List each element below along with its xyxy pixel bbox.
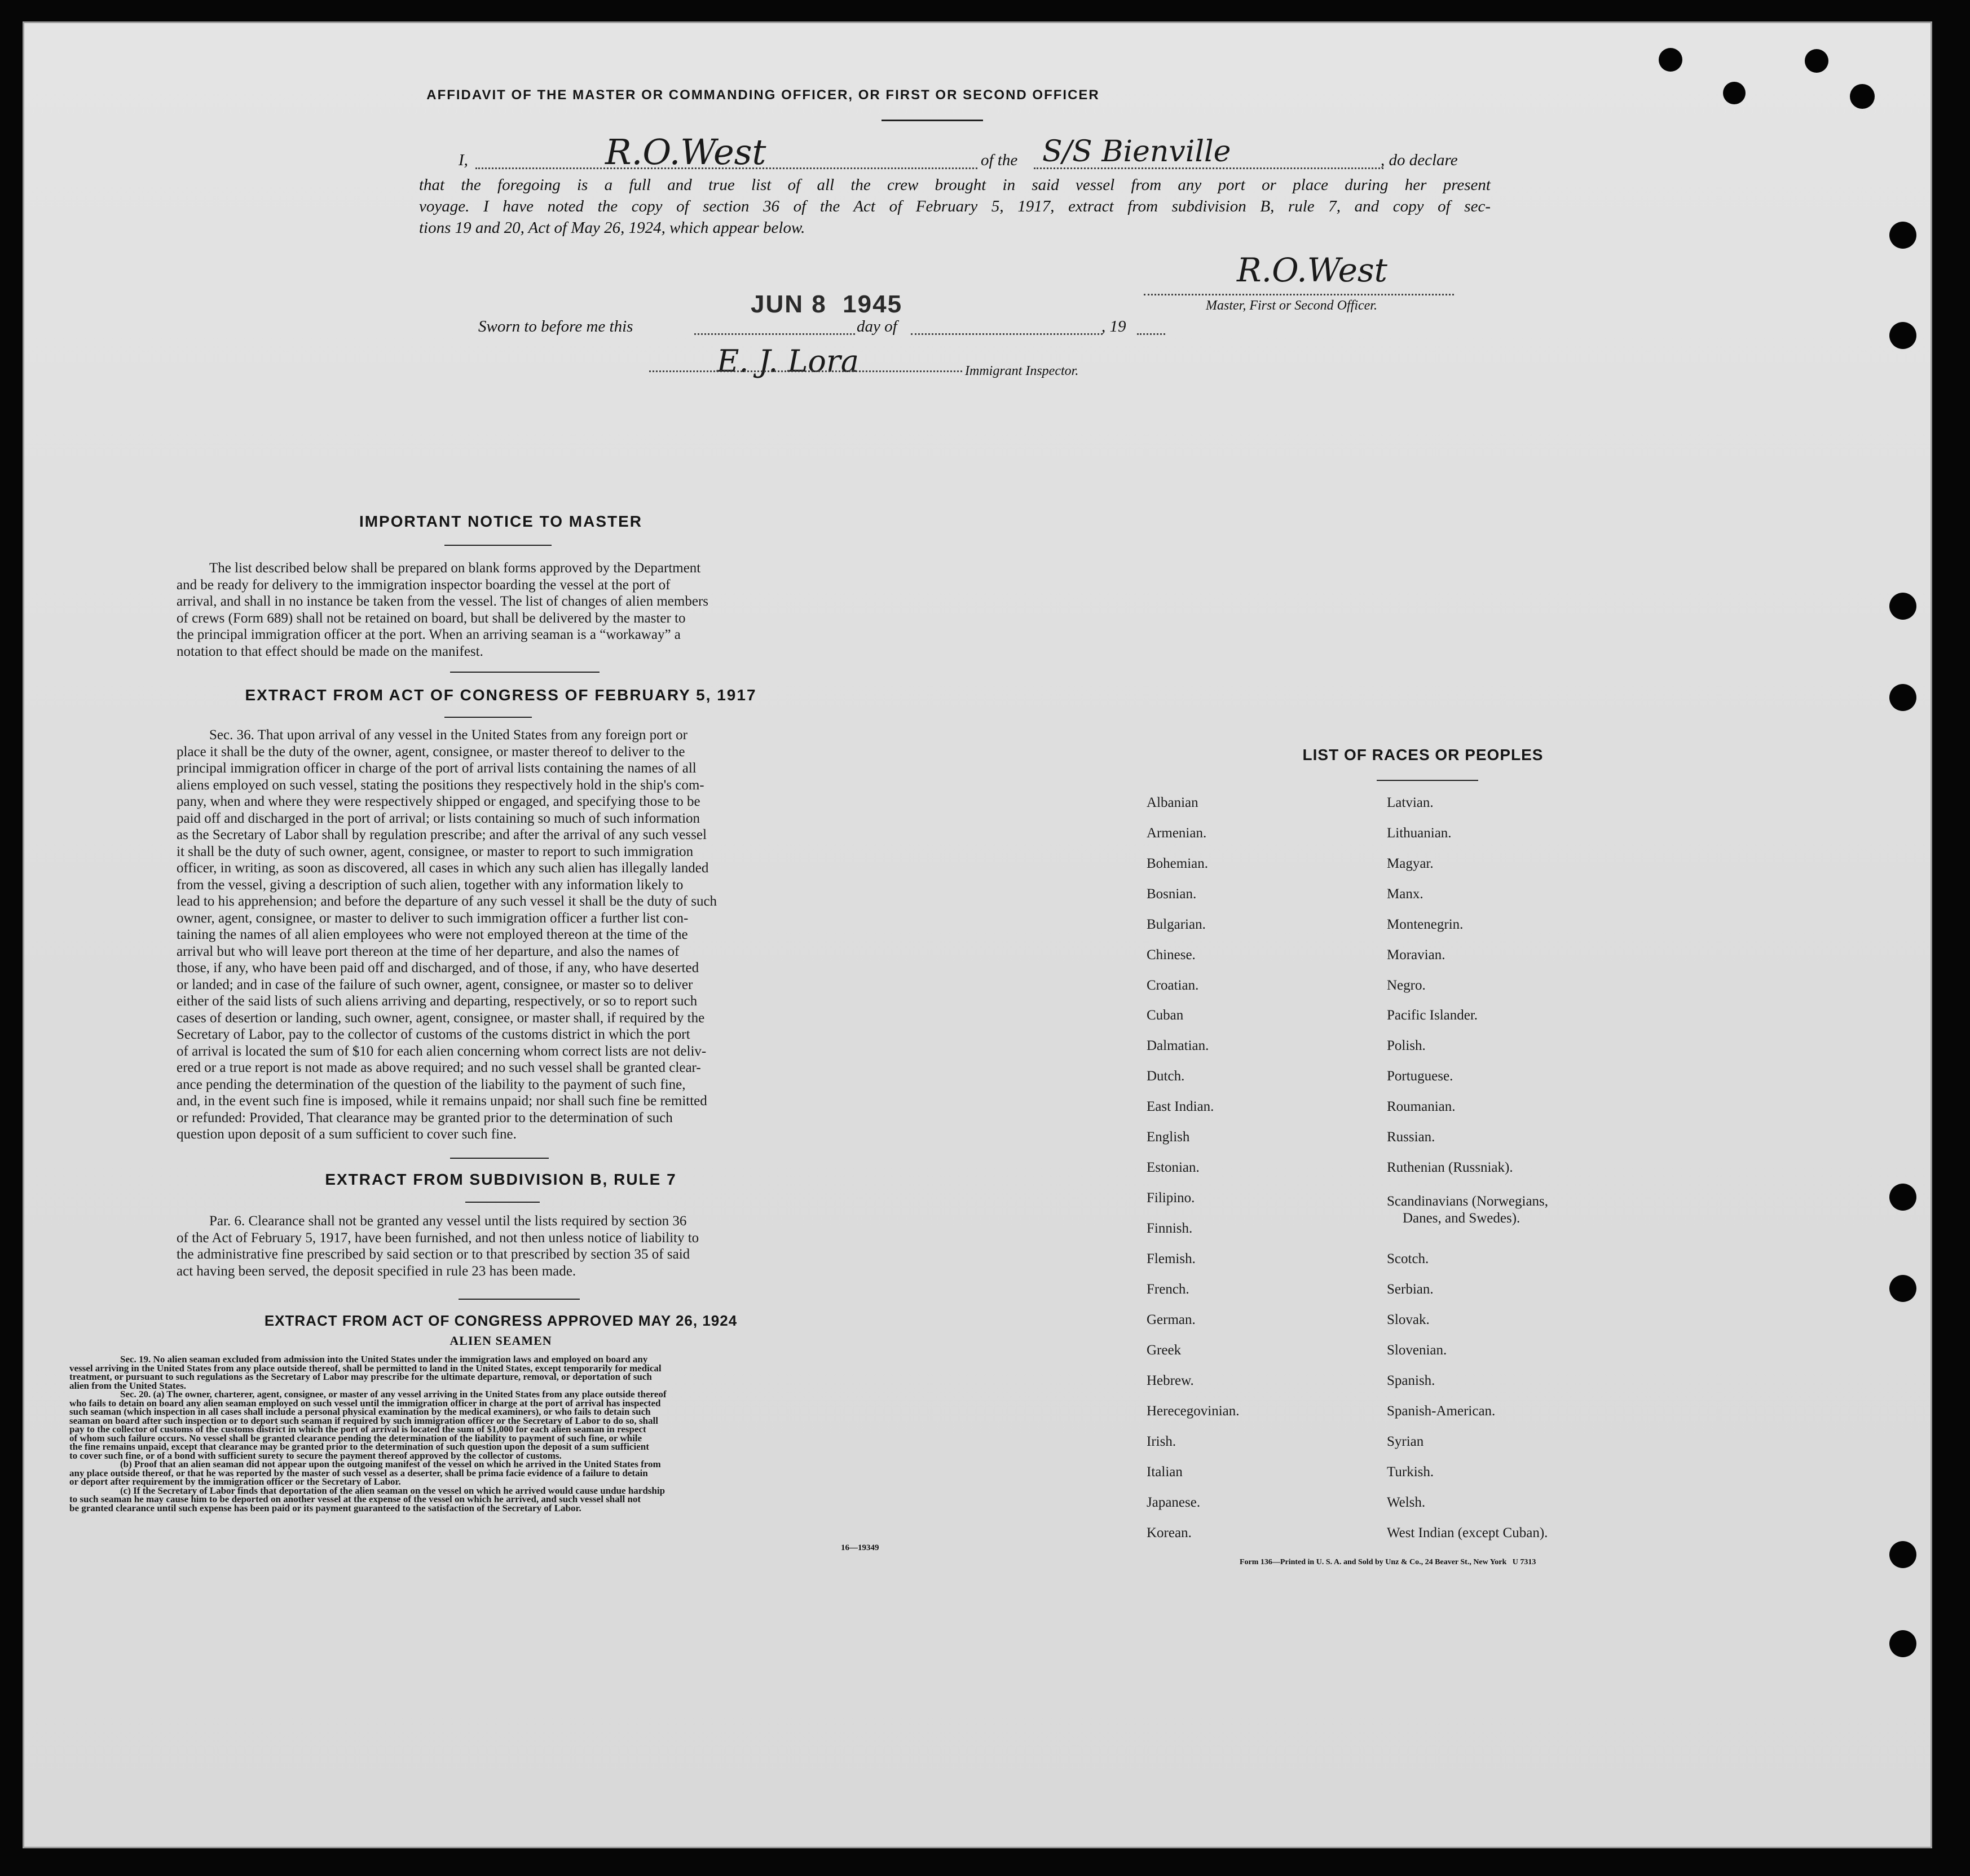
race-left: Estonian. bbox=[1147, 1160, 1200, 1175]
race-right: Slovenian. bbox=[1387, 1343, 1447, 1358]
binder-hole bbox=[1889, 222, 1916, 249]
extract-1924-line: treatment, or pursuant to such regulations as the Secretary of Labor may prescribe for the ultimate departure, removal, or deportation of such bbox=[69, 1371, 652, 1382]
binder-hole bbox=[1889, 1184, 1916, 1211]
race-right: Serbian. bbox=[1387, 1282, 1434, 1297]
extract-1924-line: be granted clearance until such expense has been paid or its payment guaranteed to the satisfaction of the Secretary of Labor. bbox=[69, 1502, 581, 1513]
vessel-name-handwritten: S/S Bienville bbox=[1042, 135, 1231, 169]
race-right: Montenegrin. bbox=[1387, 917, 1464, 932]
extract-1917-line: Sec. 36. That upon arrival of any vessel in the United States from any foreign port or bbox=[209, 727, 687, 743]
extract-1917-line: taining the names of all alien employees who were not employed thereon at the time of the bbox=[177, 927, 688, 942]
notice-line: and be ready for delivery to the immigration inspector boarding the vessel at the port of bbox=[177, 577, 671, 593]
extract-1917-line: ance pending the determination of the question of the liability to the payment of such fine, bbox=[177, 1076, 686, 1092]
extract-1917-line: arrival but who will leave port thereon at the time of her departure, and also the names of bbox=[177, 943, 680, 959]
race-left: Bohemian. bbox=[1147, 856, 1209, 871]
extract-1924-line: to such seaman he may cause him to be deported on another vessel at the expense of the vessel on which he arrived, and such vessel shall not bbox=[69, 1494, 641, 1504]
race-right: Danes, and Swedes). bbox=[1403, 1211, 1521, 1226]
race-left: Cuban bbox=[1147, 1008, 1184, 1023]
declaration-line-2: that the foregoing is a full and true list of all the crew brought in said vessel from any port or place during her present bbox=[419, 176, 1491, 194]
race-left: Albanian bbox=[1147, 795, 1198, 810]
race-right: Spanish. bbox=[1387, 1373, 1435, 1388]
extract-1924-line: such seaman (which inspection in all cases shall include a personal physical examination by the medical examiners), or who fails to detain such bbox=[69, 1406, 651, 1417]
i-prefix: I, bbox=[459, 151, 468, 169]
race-left: Dutch. bbox=[1147, 1069, 1185, 1084]
do-declare-label: , do declare bbox=[1381, 151, 1458, 169]
extract-1924-line: vessel arriving in the United States from any place outside thereof, shall be permitted to land in the United States, except temporarily for medical bbox=[69, 1362, 662, 1374]
extract-1924-subtitle: ALIEN SEAMEN bbox=[449, 1334, 552, 1348]
extract-1917-line: cases of desertion or landing, such owner, agent, consignee, or master shall, if required by the bbox=[177, 1010, 705, 1026]
notice-line: of crews (Form 689) shall not be retained on board, but shall be delivered by the master to bbox=[177, 610, 686, 626]
extract-rule7-line: of the Act of February 5, 1917, have been furnished, and not then unless notice of liability to bbox=[177, 1230, 699, 1246]
notice-underline bbox=[444, 545, 552, 546]
extract-1917-line: pany, when and where they were respectively shipped or engaged, and specifying those to be bbox=[177, 794, 700, 809]
inspector-signature: E. J. Lora bbox=[717, 343, 859, 379]
extract-1917-line: or landed; and in case of the failure of such owner, agent, consignee, or master so to deliver bbox=[177, 977, 693, 992]
extract-1917-underline bbox=[444, 717, 532, 718]
race-right: Ruthenian (Russniak). bbox=[1387, 1160, 1513, 1175]
extract-1917-line: as the Secretary of Labor shall by regulation prescribe; and after the arrival of any such vessel bbox=[177, 827, 707, 842]
race-right: Lithuanian. bbox=[1387, 826, 1452, 841]
race-left: Chinese. bbox=[1147, 947, 1196, 963]
binder-hole bbox=[1805, 49, 1828, 73]
extract-1924-line: who fails to detain on board any alien seaman employed on such vessel until the immigration officer in charge at the port of arrival has inspected bbox=[69, 1397, 661, 1409]
day-of-label: day of bbox=[857, 317, 897, 336]
race-left: Greek bbox=[1147, 1343, 1182, 1358]
race-right: Magyar. bbox=[1387, 856, 1434, 871]
extract-1924-line: pay to the collector of customs of the customs district in which the port of arrival is located the sum of $1,000 for each alien seaman in respect bbox=[69, 1424, 646, 1434]
binder-hole bbox=[1659, 48, 1682, 72]
affidavit-title: AFFIDAVIT OF THE MASTER OR COMMANDING OFFICER, OR FIRST OR SECOND OFFICER bbox=[426, 87, 1100, 103]
race-right: Roumanian. bbox=[1387, 1099, 1456, 1114]
master-signature: R.O.West bbox=[1237, 251, 1387, 289]
extract-1917-line: principal immigration officer in charge of the port of arrival lists containing the names of all bbox=[177, 761, 697, 776]
sworn-prefix: Sworn to before me this bbox=[478, 317, 633, 336]
race-right: Syrian bbox=[1387, 1434, 1424, 1449]
race-left: English bbox=[1147, 1129, 1190, 1145]
notice-body bbox=[177, 560, 819, 660]
section-divider bbox=[459, 1299, 580, 1300]
race-right: Pacific Islander. bbox=[1387, 1008, 1478, 1023]
extract-1924-line: of whom such failure occurs. No vessel shall be granted clearance pending the determination of the liability to payment of such fine, or while bbox=[69, 1432, 642, 1444]
binder-hole bbox=[1889, 1275, 1916, 1302]
race-left: Japanese. bbox=[1147, 1495, 1201, 1510]
race-right: West Indian (except Cuban). bbox=[1387, 1525, 1548, 1540]
date-stamp: JUN 8 1945 bbox=[751, 290, 903, 318]
extract-1924-line: (b) Proof that an alien seaman did not appear upon the outgoing manifest of the vessel on which he arrived in the United States from bbox=[120, 1459, 661, 1469]
race-right: Turkish. bbox=[1387, 1464, 1434, 1480]
extract-1924-line: Sec. 20. (a) The owner, charterer, agent, consignee, or master of any vessel arriving in the United States from any place outside thereof bbox=[120, 1389, 667, 1400]
extract-1917-body bbox=[177, 727, 819, 1143]
race-right: Russian. bbox=[1387, 1129, 1435, 1145]
extract-1924-line: (c) If the Secretary of Labor finds that deportation of the alien seaman on the vessel on which he arrived would cause undue hardship bbox=[120, 1485, 666, 1496]
extract-1924-line: seaman on board after such inspection or to deport such seaman if required by such immigration officer or the Secretary of Labor to do so, shall bbox=[69, 1415, 658, 1426]
notice-title: IMPORTANT NOTICE TO MASTER bbox=[359, 513, 643, 530]
binder-hole bbox=[1889, 593, 1916, 620]
race-left: German. bbox=[1147, 1312, 1196, 1327]
race-left: Bulgarian. bbox=[1147, 917, 1206, 932]
binder-hole bbox=[1889, 1541, 1916, 1568]
notice-line: arrival, and shall in no instance be taken from the vessel. The list of changes of alien members bbox=[177, 594, 708, 609]
race-right: Manx. bbox=[1387, 886, 1423, 902]
document-page bbox=[23, 21, 1932, 1848]
race-left: East Indian. bbox=[1147, 1099, 1214, 1114]
race-right: Moravian. bbox=[1387, 947, 1445, 963]
declaration-line-4: tions 19 and 20, Act of May 26, 1924, which appear below. bbox=[419, 219, 805, 237]
race-left: Flemish. bbox=[1147, 1251, 1196, 1266]
master-name-handwritten: R.O.West bbox=[605, 131, 766, 173]
extract-1917-line: those, if any, who have been paid off and discharged, and of those, if any, who have deserted bbox=[177, 960, 699, 975]
extract-rule7-title: EXTRACT FROM SUBDIVISION B, RULE 7 bbox=[325, 1171, 677, 1188]
section-divider bbox=[450, 672, 600, 673]
extract-1917-line: of arrival is located the sum of $10 for each alien concerning whom correct lists are not deliv- bbox=[177, 1043, 707, 1059]
signature-caption: Master, First or Second Officer. bbox=[1206, 298, 1377, 313]
race-left: Hebrew. bbox=[1147, 1373, 1194, 1388]
extract-rule7-line: Par. 6. Clearance shall not be granted any vessel until the lists required by section 36 bbox=[209, 1213, 687, 1229]
race-left: Herecegovinian. bbox=[1147, 1403, 1240, 1419]
race-left: Dalmatian. bbox=[1147, 1038, 1209, 1053]
race-left: Finnish. bbox=[1147, 1221, 1193, 1236]
sworn-year-line bbox=[1137, 333, 1165, 335]
extract-1917-line: either of the said lists of such aliens arriving and departing, respectively, or so to report such bbox=[177, 994, 698, 1009]
sworn-month-line bbox=[911, 333, 1103, 335]
section-divider bbox=[450, 1158, 549, 1159]
race-right: Welsh. bbox=[1387, 1495, 1426, 1510]
race-right: Spanish-American. bbox=[1387, 1403, 1496, 1419]
extract-1917-line: or refunded: Provided, That clearance may be granted prior to the determination of such bbox=[177, 1110, 673, 1125]
declaration-line-3: voyage. I have noted the copy of section 36 of the Act of February 5, 1917, extract from subdivision B, rule 7, and copy of sec- bbox=[419, 197, 1491, 215]
extract-1917-line: place it shall be the duty of the owner, agent, consignee, or master thereof to deliver to the bbox=[177, 744, 685, 760]
year-prefix: , 19 bbox=[1101, 317, 1126, 336]
binder-hole bbox=[1850, 84, 1875, 109]
binder-hole bbox=[1889, 684, 1916, 711]
extract-1917-line: question upon deposit of a sum sufficient to cover such fine. bbox=[177, 1127, 517, 1142]
extract-1917-line: it shall be the duty of such owner, agent, consignee, or master to report to such immigration bbox=[177, 844, 694, 859]
extract-1917-line: from the vessel, giving a description of such alien, together with any information likely to bbox=[177, 877, 684, 893]
extract-1924-line: alien from the United States. bbox=[69, 1380, 186, 1391]
race-right: Negro. bbox=[1387, 978, 1426, 993]
notice-line: notation to that effect should be made on the manifest. bbox=[177, 643, 483, 659]
race-left: Italian bbox=[1147, 1464, 1183, 1480]
race-right: Scotch. bbox=[1387, 1251, 1429, 1266]
extract-1924-line: the fine remains unpaid, except that clearance may be granted prior to the determination of such question upon the deposit of a sum sufficient bbox=[69, 1441, 649, 1452]
inspector-line bbox=[649, 370, 962, 372]
race-right: Slovak. bbox=[1387, 1312, 1430, 1327]
notice-line: The list described below shall be prepared on blank forms approved by the Department bbox=[209, 560, 701, 576]
races-underline bbox=[1377, 780, 1478, 781]
extract-1917-line: paid off and discharged in the port of arrival; or lists containing so much of such information bbox=[177, 810, 700, 826]
race-right: Portuguese. bbox=[1387, 1069, 1453, 1084]
extract-1924-line: to cover such fine, or of a bond with sufficient surety to secure the payment thereof approved by the collector of customs. bbox=[69, 1450, 562, 1461]
of-the-label: of the bbox=[981, 151, 1018, 169]
extract-1917-line: owner, agent, consignee, or master to deliver to such immigration officer a further list con- bbox=[177, 910, 689, 926]
extract-rule7-body bbox=[177, 1213, 819, 1279]
race-right: Polish. bbox=[1387, 1038, 1426, 1053]
extract-1917-line: lead to his apprehension; and before the departure of any such vessel it shall be the duty of such bbox=[177, 894, 717, 909]
signature-line bbox=[1144, 294, 1454, 295]
notice-line: the principal immigration officer at the port. When an arriving seaman is a “workaway” a bbox=[177, 627, 681, 642]
binder-hole bbox=[1889, 1630, 1916, 1657]
extract-1924-line: any place outside thereof, or that he was reported by the master of such vessel as a deserter, shall be prima facie evidence of a failure to detain bbox=[69, 1467, 648, 1478]
race-left: Croatian. bbox=[1147, 978, 1199, 993]
extract-1924-line: Sec. 19. No alien seaman excluded from admission into the United States under the immigration laws and employed on board any bbox=[120, 1354, 648, 1365]
extract-1924-title: EXTRACT FROM ACT OF CONGRESS APPROVED MAY 26, 1924 bbox=[264, 1312, 738, 1329]
race-right: Latvian. bbox=[1387, 795, 1434, 810]
form-code: 16—19349 bbox=[841, 1543, 879, 1552]
binder-hole bbox=[1889, 322, 1916, 349]
extract-rule7-underline bbox=[465, 1202, 540, 1203]
extract-1924-line: or deport after requirement by the immigration officer or the Secretary of Labor. bbox=[69, 1476, 401, 1487]
extract-1917-line: officer, in writing, as soon as discovered, all cases in which any such alien has illegally landed bbox=[177, 860, 709, 876]
inspector-caption: Immigrant Inspector. bbox=[965, 364, 1079, 378]
sworn-day-line bbox=[694, 333, 855, 335]
title-underline bbox=[882, 120, 983, 121]
race-right: Scandinavians (Norwegians, bbox=[1387, 1194, 1549, 1209]
extract-1917-line: and, in the event such fine is imposed, while it remains unpaid; nor shall such fine be remitted bbox=[177, 1093, 707, 1109]
race-left: French. bbox=[1147, 1282, 1189, 1297]
extract-1917-line: aliens employed on such vessel, stating the positions they respectively hold in the ship's com- bbox=[177, 777, 704, 793]
race-left: Korean. bbox=[1147, 1525, 1192, 1540]
race-left: Bosnian. bbox=[1147, 886, 1197, 902]
race-left: Filipino. bbox=[1147, 1190, 1195, 1206]
extract-1917-line: Secretary of Labor, pay to the collector of customs of the customs district in which the port bbox=[177, 1027, 690, 1042]
extract-1917-line: ered or a true report is not made as above required; and no such vessel shall be granted clear- bbox=[177, 1060, 701, 1075]
extract-rule7-line: act having been served, the deposit specified in rule 23 has been made. bbox=[177, 1263, 576, 1279]
printer-footer: Form 136—Printed in U. S. A. and Sold by Unz & Co., 24 Beaver St., New York U 7313 bbox=[1240, 1558, 1536, 1566]
race-left: Armenian. bbox=[1147, 826, 1207, 841]
extract-rule7-line: the administrative fine prescribed by said section or to that prescribed by section 35 of said bbox=[177, 1247, 690, 1262]
extract-1924-body bbox=[69, 1355, 910, 1512]
race-left: Irish. bbox=[1147, 1434, 1176, 1449]
races-title: LIST OF RACES OR PEOPLES bbox=[1302, 746, 1544, 763]
binder-hole bbox=[1723, 82, 1746, 104]
extract-1917-title: EXTRACT FROM ACT OF CONGRESS OF FEBRUARY 5, 1917 bbox=[245, 686, 757, 704]
